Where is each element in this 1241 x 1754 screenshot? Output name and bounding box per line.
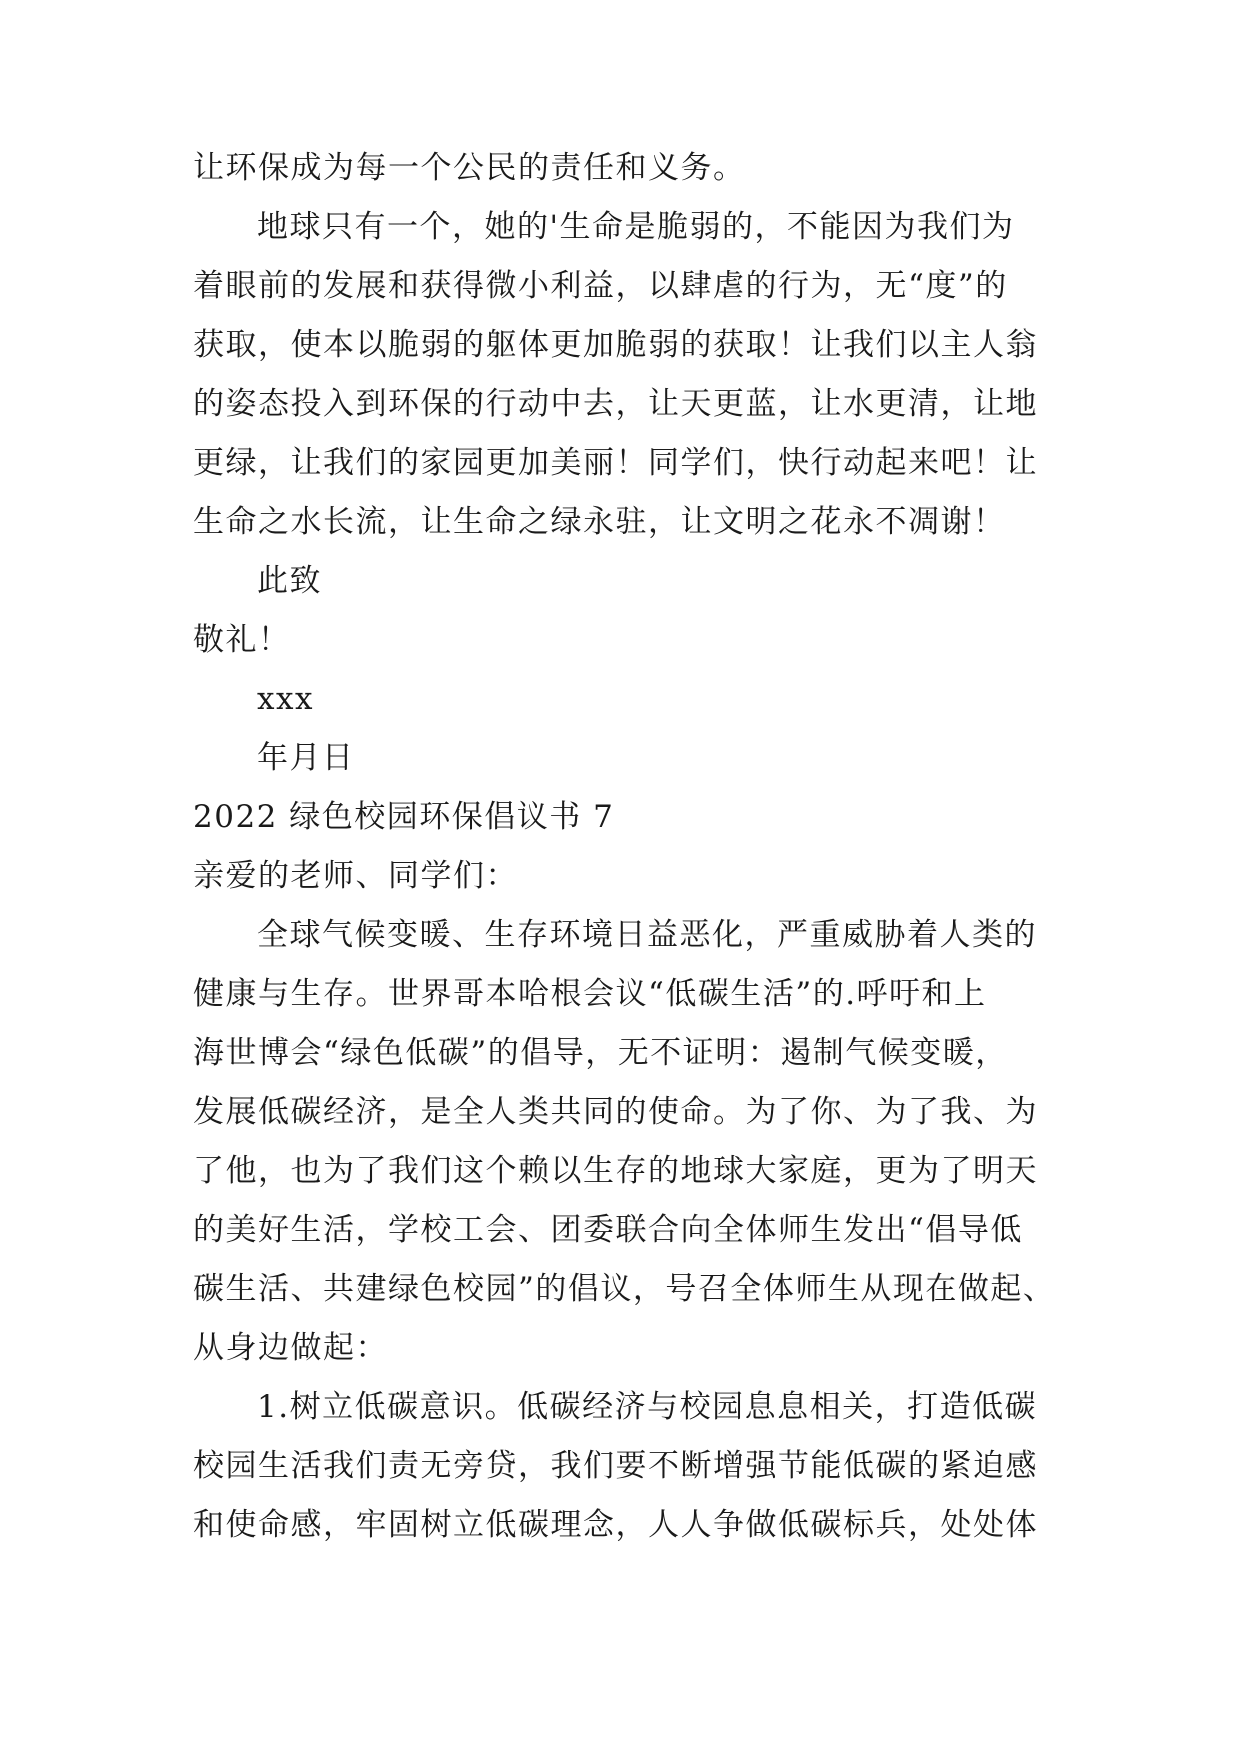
text-line: 获取，使本以脆弱的躯体更加脆弱的获取！让我们以主人翁 <box>193 327 1038 363</box>
text-line: 的姿态投入到环保的行动中去，让天更蓝，让水更清，让地 <box>193 386 1038 422</box>
text-line: 的美好生活，学校工会、团委联合向全体师生发出“倡导低 <box>193 1212 1023 1248</box>
text-line: 海世博会“绿色低碳”的倡导，无不证明：遏制气候变暖， <box>193 1035 1008 1071</box>
text-line: 和使命感，牢固树立低碳理念，人人争做低碳标兵，处处体 <box>193 1507 1038 1543</box>
text-line: 地球只有一个，她的'生命是脆弱的，不能因为我们为 <box>257 209 1015 245</box>
text-line: 更绿，让我们的家园更加美丽！同学们，快行动起来吧！让 <box>193 445 1038 481</box>
text-line: 碳生活、共建绿色校园”的倡议，号召全体师生从现在做起、 <box>193 1271 1056 1307</box>
text-line: 健康与生存。世界哥本哈根会议“低碳生活”的.呼吁和上 <box>193 976 987 1012</box>
text-line: 着眼前的发展和获得微小利益，以肆虐的行为，无“度”的 <box>193 268 1008 304</box>
greeting: 亲爱的老师、同学们： <box>193 858 518 894</box>
text-line: 了他，也为了我们这个赖以生存的地球大家庭，更为了明天 <box>193 1153 1038 1189</box>
text-line: 发展低碳经济，是全人类共同的使命。为了你、为了我、为 <box>193 1094 1038 1130</box>
text-line: 让环保成为每一个公民的责任和义务。 <box>193 150 746 186</box>
section-title: 2022 绿色校园环保倡议书 7 <box>193 799 615 835</box>
signature-name: xxx <box>257 681 314 717</box>
signature-date: 年月日 <box>257 740 355 776</box>
text-line: 全球气候变暖、生存环境日益恶化，严重威胁着人类的 <box>257 917 1037 953</box>
text-line: 从身边做起： <box>193 1330 388 1366</box>
text-line: 生命之水长流，让生命之绿永驻，让文明之花永不凋谢！ <box>193 504 1006 540</box>
text-line: 校园生活我们责无旁贷，我们要不断增强节能低碳的紧迫感 <box>193 1448 1038 1484</box>
list-item-text: 1.树立低碳意识。低碳经济与校园息息相关，打造低碳 <box>257 1389 1038 1425</box>
closing-phrase: 此致 <box>257 563 322 599</box>
salutation-closing: 敬礼！ <box>193 622 291 658</box>
